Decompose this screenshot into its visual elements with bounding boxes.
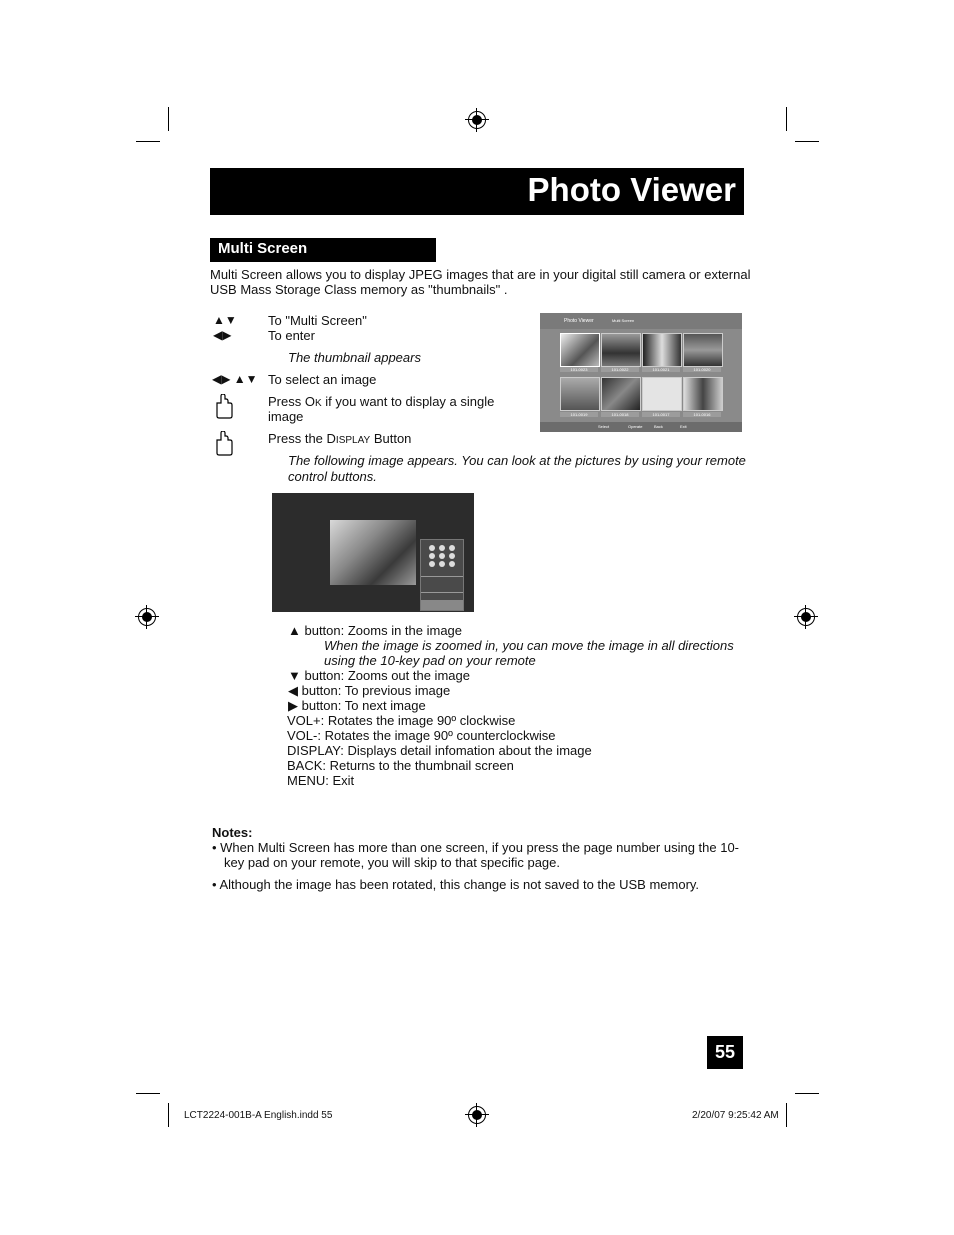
display-note-2: control buttons. <box>288 469 377 484</box>
hand-press-icon <box>213 394 235 420</box>
arrow-updown-icon: ▲▼ <box>213 313 237 327</box>
crop-mark <box>168 1103 169 1127</box>
thumbnail-caption: 101-0021 <box>642 367 680 372</box>
previous-desc: ◀ button: To previous image <box>288 683 451 698</box>
dog-photo <box>330 520 416 585</box>
step-enter: To enter <box>268 328 315 343</box>
note-1-line-2: key pad on your remote, you will skip to that specific page. <box>224 855 561 870</box>
zoom-in-note-1: When the image is zoomed in, you can move the image in all directions <box>324 638 734 653</box>
crop-mark <box>136 1093 160 1094</box>
note-1-line-1: • When Multi Screen has more than one screen, if you press the page number using the 10- <box>212 840 740 855</box>
menu-desc: MENU: Exit <box>287 773 355 788</box>
page-number: 55 <box>714 1042 736 1062</box>
hand-press-icon <box>213 431 235 457</box>
display-note-1: The following image appears. You can look at the pictures by using your remote <box>288 453 746 468</box>
back-desc: BACK: Returns to the thumbnail screen <box>287 758 514 773</box>
zoom-out-desc: ▼ button: Zooms out the image <box>288 668 470 683</box>
zoom-in-note-2: using the 10-key pad on your remote <box>324 653 536 668</box>
notes-heading: Notes: <box>212 825 253 840</box>
vol-plus-desc: VOL+: Rotates the image 90º clockwise <box>287 713 516 728</box>
page-number-box <box>707 1036 743 1069</box>
crop-mark <box>795 141 819 142</box>
step-press-display: Press the DISPLAY Button <box>268 431 412 446</box>
registration-mark-icon <box>468 111 486 129</box>
arrow-leftright-icon: ◀▶ <box>213 328 232 342</box>
tv-footer: Select Operate Back Exit <box>540 422 742 432</box>
remote-keypad-icon <box>420 539 464 611</box>
footer-date: 2/20/07 9:25:42 AM <box>692 1110 779 1121</box>
note-2: • Although the image has been rotated, this change is not saved to the USB memory. <box>212 877 700 892</box>
crop-mark <box>795 1093 819 1094</box>
section-title: Multi Screen <box>218 240 308 257</box>
thumbnail-caption: 101-0020 <box>683 367 721 372</box>
registration-mark-icon <box>468 1106 486 1124</box>
arrow-all-icon: ◀▶ ▲▼ <box>212 372 258 386</box>
section-title-bar <box>210 238 436 262</box>
thumbnail <box>683 333 723 367</box>
thumbnail-caption: 101-0016 <box>683 412 721 417</box>
page-title-bar <box>210 168 744 215</box>
intro-line-2: USB Mass Storage Class memory as "thumbnails" . <box>210 282 508 297</box>
single-image-screen <box>272 493 474 612</box>
footer-file: LCT2224-001B-A English.indd 55 <box>184 1110 333 1121</box>
step-multi-screen: To "Multi Screen" <box>268 313 367 328</box>
thumbnail-screen-image <box>540 313 742 432</box>
thumbnail <box>601 333 641 367</box>
tv-header <box>540 313 742 329</box>
thumbnail-caption: 101-0018 <box>601 412 639 417</box>
page-title: Photo Viewer <box>527 171 736 208</box>
thumbnail <box>683 377 723 411</box>
thumbnail <box>642 333 682 367</box>
next-desc: ▶ button: To next image <box>288 698 426 713</box>
tv-title: Photo Viewer <box>564 318 594 324</box>
crop-mark <box>786 107 787 131</box>
zoom-in-desc: ▲ button: Zooms in the image <box>288 623 463 638</box>
thumbnail-caption: 101-0019 <box>560 412 598 417</box>
thumbnail-caption: 101-0022 <box>601 367 639 372</box>
thumbnail-caption: 101-0017 <box>642 412 680 417</box>
step-press-ok-2: image <box>268 409 304 424</box>
crop-mark <box>168 107 169 131</box>
thumbnail <box>560 333 600 367</box>
thumbnail <box>560 377 600 411</box>
registration-mark-icon <box>138 608 156 626</box>
thumbnail <box>642 377 682 411</box>
tv-mode: Multi Screen <box>612 318 635 323</box>
crop-mark <box>136 141 160 142</box>
thumbnail <box>601 377 641 411</box>
thumbnail-caption: 101-0023 <box>560 367 598 372</box>
step-press-ok: Press OK if you want to display a single <box>268 394 495 409</box>
registration-mark-icon <box>797 608 815 626</box>
step-select: To select an image <box>268 372 377 387</box>
intro-line-1: Multi Screen allows you to display JPEG images that are in your digital still camera or external <box>210 267 751 282</box>
vol-minus-desc: VOL-: Rotates the image 90º counterclockwise <box>287 728 556 743</box>
display-desc: DISPLAY: Displays detail infomation about the image <box>287 743 592 758</box>
crop-mark <box>786 1103 787 1127</box>
step-enter-note: The thumbnail appears <box>288 350 421 365</box>
